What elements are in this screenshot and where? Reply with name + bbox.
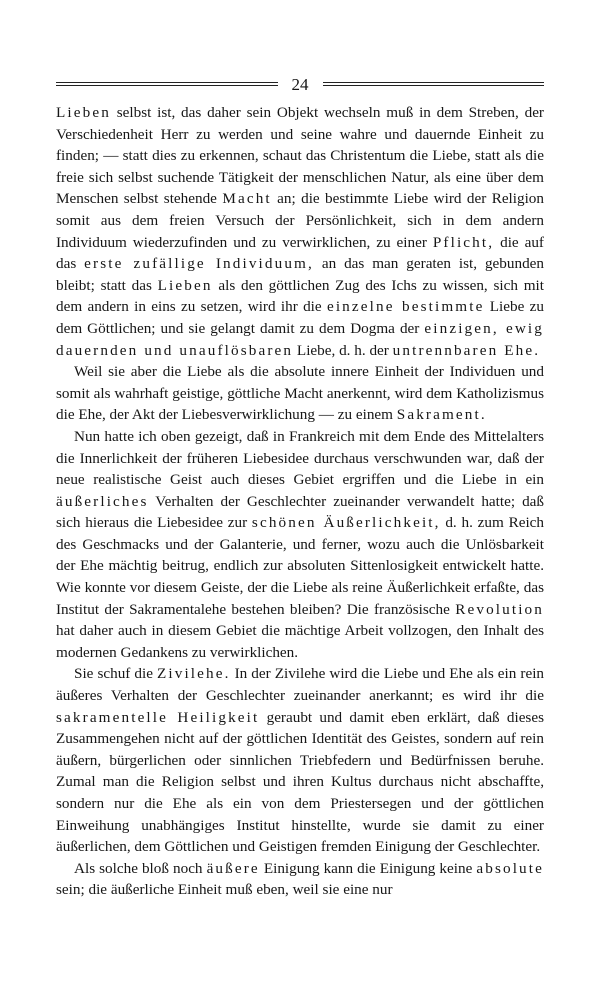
text-run: Einigung kann die Einigung keine [259, 859, 477, 877]
emphasized-text: einzigen, ewig dauernden und unauflösbaren [56, 319, 544, 359]
body-text [56, 102, 544, 901]
text-run: selbst ist, das daher sein Objekt wechseln muß in dem Streben, der Verschiedenheit Herr zu werden und seine wahre und dauernde Einheit zu finden; — statt dies zu erkennen, schaut das Christentum die Liebe, statt als die freie sich selbst suchende Tätigkeit der menschlichen Natur, als eine über dem Menschen selbst stehende [56, 104, 544, 208]
text-run: Liebe zu dem Göttlichen; und sie gelangt damit zu dem Dogma der [56, 298, 544, 337]
emphasized-text: Sakrament. [396, 406, 487, 424]
text-run: sein; die äußerliche Einheit muß eben, weil sie eine nur [56, 881, 393, 899]
text-run: als den göttlichen Zug des Ichs zu wissen, sich mit dem andern in eins zu setzen, wird ihr die [56, 276, 544, 316]
text-run: die auf das [56, 233, 544, 273]
emphasized-text: sakramentelle Heiligkeit [56, 708, 260, 726]
text-run: geraubt und damit eben erklärt, daß dieses Zusammengehen nicht auf der göttlichen Identität des Geistes, sondern auf rein äußern, bürgerlichen oder sinnlichen Triebfedern und Bedürfnissen beruhe. Zumal man die Religion selbst und ihren Kultus durchaus nicht abschaffte, sondern nur die Ehe als ein von dem Priestersegen und der göttlichen Einweihung unabhängiges Institut hinstellte, wurde sie damit zu einer äußerlichen, dem Göttlichen und Geistigen fremden Einigung der Geschlechter. [56, 708, 544, 856]
text-run: an; die bestimmte Liebe wird der Religion somit aus dem freien Versuch der Persönlichkeit, sich in dem andern Individuum wiederzufinden und zu verwirklichen, zu einer [56, 190, 544, 251]
page-number: 24 [291, 74, 309, 94]
text-run: Liebe, d. h. der [293, 341, 393, 359]
text-run: In der Zivilehe wird die Liebe und Ehe als ein rein äußeres Verhalten der Geschlechter zueinander anerkannt; es wird ihr die [56, 665, 545, 705]
emphasized-text: Lieben [56, 104, 111, 121]
text-run: Verhalten der Geschlechter zueinander verwandelt hatte; daß sich hieraus die Liebesidee zur [56, 492, 544, 532]
emphasized-text: Zivilehe. [156, 665, 231, 683]
text-run: Nun hatte ich oben gezeigt, daß in Frankreich mit dem Ende des Mittelalters die Innerlichkeit der früheren Liebesidee durchaus verschwunden war, daß der neue realistische Geist auch dieses Gebiet ergriffen und die Liebe in ein [56, 427, 544, 489]
paragraph [56, 361, 544, 426]
emphasized-text: Pflicht, [432, 233, 495, 251]
emphasized-text: Lieben [157, 276, 213, 294]
text-run: Sie schuf die [74, 665, 157, 683]
text-run: hat daher auch in diesem Gebiet die mächtige Arbeit vollzogen, den Inhalt des modernen Gedankens zu verwirklichen. [56, 622, 544, 661]
header-rule-right [323, 82, 545, 86]
emphasized-text: untrennbaren Ehe. [392, 341, 541, 359]
paragraph [56, 102, 544, 361]
emphasized-text: schönen Äußerlichkeit, [251, 514, 441, 532]
text-run: Weil sie aber die Liebe als die absolute innere Einheit der Individuen und somit als wahrhaft geistige, göttliche Macht anerkennt, wird dem Katholizismus die Ehe, der Akt der Liebesverwirklichung — zu einem [56, 363, 544, 424]
header-rule-left [56, 82, 278, 86]
emphasized-text: einzelne bestimmte [326, 298, 485, 316]
emphasized-text: Revolution [455, 600, 544, 618]
paragraph [56, 426, 544, 664]
text-run: an das man geraten ist, gebunden bleibt; statt das [56, 255, 545, 294]
paragraph [56, 858, 544, 901]
text-run: d. h. zum Reich des Geschmacks und der Galanterie, und ferner, wozu auch die Unlösbarkeit der Ehe mächtig beitrug, endlich zur absoluten Sittenlosigkeit entwickelt hatte. Wie konnte vor diesem Geiste, der die Liebe als reine Äußerlichkeit erfaßte, das Institut der Sakramentalehe bestehen bleiben? Die französische [56, 514, 544, 618]
paragraph [56, 663, 544, 857]
emphasized-text: äußerliches [56, 492, 149, 510]
emphasized-text: Macht [222, 190, 272, 208]
page-header [56, 72, 544, 96]
emphasized-text: erste zufällige Individuum, [84, 255, 314, 273]
emphasized-text: absolute [476, 859, 544, 877]
emphasized-text: äußere [206, 859, 260, 877]
text-run: Als solche bloß noch [74, 859, 207, 877]
